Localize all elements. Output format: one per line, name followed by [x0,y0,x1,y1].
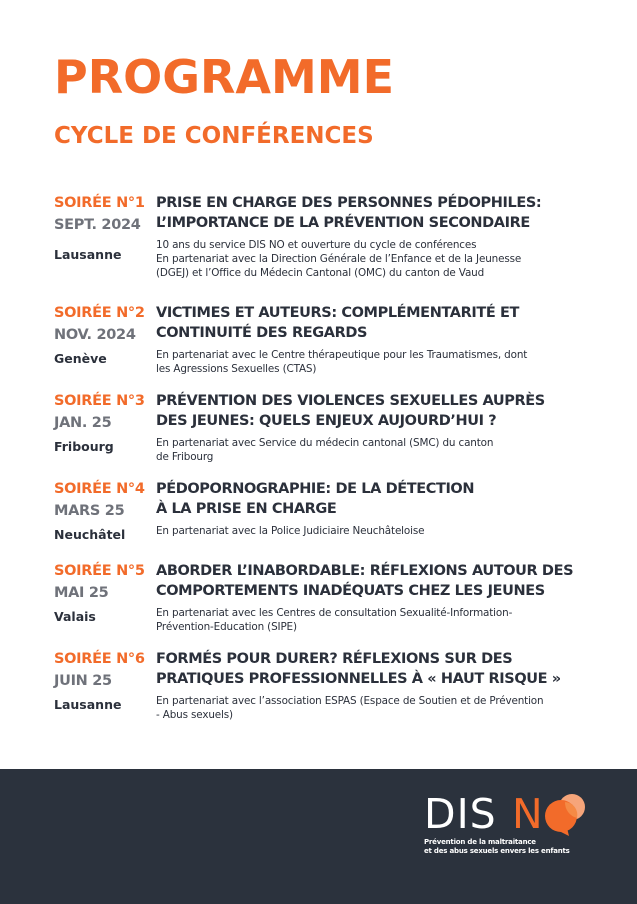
description-line: 10 ans du service DIS NO et ouverture du cycle de conférences [156,239,477,251]
event-content [156,561,606,634]
description-line: - Abus sexuels) [156,709,233,721]
event-city: Fribourg [54,439,114,454]
headline-line: DES JEUNES: QUELS ENJEUX AUJOURD’HUI ? [156,413,497,429]
event-meta [54,649,154,714]
description-line: En partenariat avec Service du médecin cantonal (SMC) du canton [156,437,494,449]
event-date: JUIN 25 [54,673,112,689]
headline-line: COMPORTEMENTS INADÉQUATS CHEZ LES JEUNES [156,583,545,599]
event-number: SOIRÉE N°4 [54,481,145,497]
event-city: Valais [54,609,96,624]
event-date: SEPT. 2024 [54,217,141,233]
event-content [156,193,606,280]
event-content [156,303,606,376]
event-description [156,694,606,722]
event-date: NOV. 2024 [54,327,136,343]
tagline-line: et des abus sexuels envers les enfants [424,847,570,855]
event-headline [156,649,606,689]
dis-no-logo [424,792,594,862]
event-number: SOIRÉE N°6 [54,651,145,667]
event-meta [54,303,154,368]
event-city: Lausanne [54,697,122,712]
description-line: En partenariat avec l’association ESPAS (Espace de Soutien et de Prévention [156,695,544,707]
event-description [156,436,606,464]
description-line: En partenariat avec la Police Judiciaire Neuchâteloise [156,525,425,537]
event-headline [156,479,606,519]
event-headline [156,303,606,343]
event-number: SOIRÉE N°2 [54,305,145,321]
event-number: SOIRÉE N°3 [54,393,145,409]
event-meta [54,561,154,626]
tagline-line: Prévention de la maltraitance [424,838,536,846]
event-description [156,348,606,376]
description-line: Prévention-Education (SIPE) [156,621,297,633]
event-number: SOIRÉE N°5 [54,563,145,579]
headline-line: PRÉVENTION DES VIOLENCES SEXUELLES AUPRÈS [156,393,545,409]
headline-line: PRISE EN CHARGE DES PERSONNES PÉDOPHILES: [156,195,542,211]
headline-line: PÉDOPORNOGRAPHIE: DE LA DÉTECTION [156,481,475,497]
event-headline [156,561,606,601]
description-line: les Agressions Sexuelles (CTAS) [156,363,317,375]
event-date: MARS 25 [54,503,125,519]
logo-text-n: N [512,790,543,838]
description-line: de Fribourg [156,451,214,463]
speech-bubble-icon [539,792,589,838]
headline-line: À LA PRISE EN CHARGE [156,501,337,517]
headline-line: CONTINUITÉ DES REGARDS [156,325,368,341]
description-line: En partenariat avec le Centre thérapeutique pour les Traumatismes, dont [156,349,528,361]
event-headline [156,391,606,431]
description-line: (DGEJ) et l’Office du Médecin Cantonal (OMC) du canton de Vaud [156,267,485,279]
event-headline [156,193,606,233]
headline-line: FORMÉS POUR DURER? RÉFLEXIONS SUR DES [156,651,513,667]
event-city: Lausanne [54,247,122,262]
headline-line: PRATIQUES PROFESSIONNELLES À « HAUT RISQUE » [156,671,561,687]
event-date: MAI 25 [54,585,109,601]
description-line: En partenariat avec les Centres de consultation Sexualité-Information- [156,607,513,619]
event-city: Genève [54,351,107,366]
event-content [156,649,606,722]
page-subtitle: CYCLE DE CONFÉRENCES [54,123,374,149]
event-meta [54,193,154,264]
event-city: Neuchâtel [54,527,126,542]
page-title: PROGRAMME [54,50,394,104]
event-content [156,391,606,464]
headline-line: VICTIMES ET AUTEURS: COMPLÉMENTARITÉ ET [156,305,520,321]
description-line: En partenariat avec la Direction Générale de l’Enfance et de la Jeunesse [156,253,522,265]
event-description [156,238,606,280]
event-date: JAN. 25 [54,415,112,431]
logo-tagline [424,838,570,856]
event-description [156,606,606,634]
headline-line: L’IMPORTANCE DE LA PRÉVENTION SECONDAIRE [156,215,530,231]
event-number: SOIRÉE N°1 [54,195,145,211]
event-content [156,479,606,538]
event-description [156,524,606,538]
logo-text-dis: DIS [424,790,497,838]
event-meta [54,479,154,544]
event-meta [54,391,154,456]
headline-line: ABORDER L’INABORDABLE: RÉFLEXIONS AUTOUR DES [156,563,574,579]
